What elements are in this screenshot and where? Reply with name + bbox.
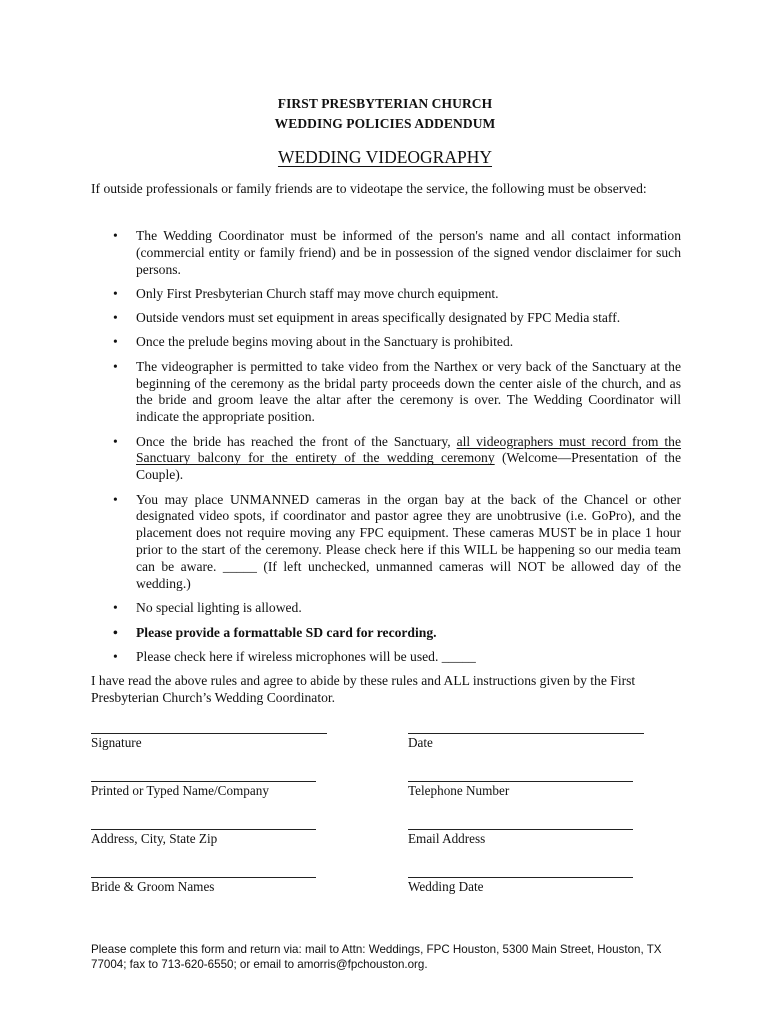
couple-names-label: Bride & Groom Names <box>91 879 215 894</box>
addendum-heading: WEDDING POLICIES ADDENDUM <box>274 116 496 131</box>
church-name-heading: FIRST PRESBYTERIAN CHURCH <box>277 96 493 111</box>
telephone-label: Telephone Number <box>408 783 510 798</box>
list-item: • Once the bride has reached the front of the Sanctuary, all videographers must record from the Sanctuary balcony for the entirety of the wedding ceremony (Welcome—Presentation of the Couple). <box>113 433 682 483</box>
policy-list <box>91 228 681 673</box>
list-item: • Please check here if wireless microphones will be used. _____ <box>113 648 476 664</box>
printed-name-line[interactable] <box>91 781 316 782</box>
return-instructions: Please complete this form and return via: mail to Attn: Weddings, FPC Houston, 5300 Main Street, Houston, TX 77004; fax to 713-620-6550; or email to amorris@fpchouston.org. <box>91 943 662 971</box>
bullet-icon: • <box>113 600 118 616</box>
list-item: • No special lighting is allowed. <box>113 600 302 616</box>
page-title: WEDDING VIDEOGRAPHY <box>277 147 493 167</box>
date-line[interactable] <box>408 733 644 734</box>
printed-name-label: Printed or Typed Name/Company <box>91 783 269 798</box>
list-item: • The Wedding Coordinator must be informed of the person's name and all contact information (commercial entity or family friend) and be in possession of the signed vendor disclaimer for such persons. <box>113 228 681 277</box>
bullet-icon: • <box>113 433 118 449</box>
bullet-icon: • <box>113 491 118 507</box>
address-label: Address, City, State Zip <box>91 831 218 846</box>
telephone-line[interactable] <box>408 781 633 782</box>
address-line[interactable] <box>91 829 316 830</box>
agreement-paragraph: I have read the above rules and agree to abide by these rules and ALL instructions given by the First Presbyterian Church’s Wedding Coordinator. <box>91 673 636 705</box>
wedding-date-line[interactable] <box>408 877 633 878</box>
list-item: • You may place UNMANNED cameras in the organ bay at the back of the Chancel or other designated video spots, if coordinator and pastor agree they are unobtrusive (i.e. GoPro), and the placement does not require moving any FPC equipment. These cameras MUST be in place 1 hour prior to the start of the ceremony. Please check here if this WILL be happening so our media team can be aware. _____ (If left unchecked, unmanned cameras will NOT be allowed day of the wedding.) <box>113 491 681 592</box>
date-label: Date <box>408 735 433 750</box>
bullet-icon: • <box>113 228 118 243</box>
bullet-icon: • <box>113 648 118 664</box>
balcony-requirement: all videographers must record from the Sanctuary balcony for the entirety of the wedding ceremony <box>136 433 681 466</box>
bullet-icon: • <box>113 624 118 640</box>
signature-label: Signature <box>91 735 142 750</box>
bullet-icon: • <box>113 334 118 350</box>
list-item: • Outside vendors must set equipment in areas specifically designated by FPC Media staff. <box>113 310 621 326</box>
bullet-icon: • <box>113 286 118 302</box>
email-line[interactable] <box>408 829 633 830</box>
list-item: • Please provide a formattable SD card for recording. <box>113 624 437 640</box>
bullet-icon: • <box>113 358 118 374</box>
couple-names-line[interactable] <box>91 877 316 878</box>
bullet-icon: • <box>113 310 118 326</box>
signature-line[interactable] <box>91 733 327 734</box>
wedding-date-label: Wedding Date <box>408 879 484 894</box>
intro-paragraph: If outside professionals or family friends are to videotape the service, the following must be observed: <box>91 181 647 196</box>
email-label: Email Address <box>408 831 486 846</box>
list-item: • The videographer is permitted to take video from the Narthex or very back of the Sanctuary at the beginning of the ceremony as the bridal party proceeds down the center aisle of the church, and as the bride and groom leave the altar after the ceremony is over. The Wedding Coordinator will indicate the appropriate position. <box>113 358 681 425</box>
list-item: • Only First Presbyterian Church staff may move church equipment. <box>113 286 499 302</box>
list-item: • Once the prelude begins moving about in the Sanctuary is prohibited. <box>113 334 514 350</box>
